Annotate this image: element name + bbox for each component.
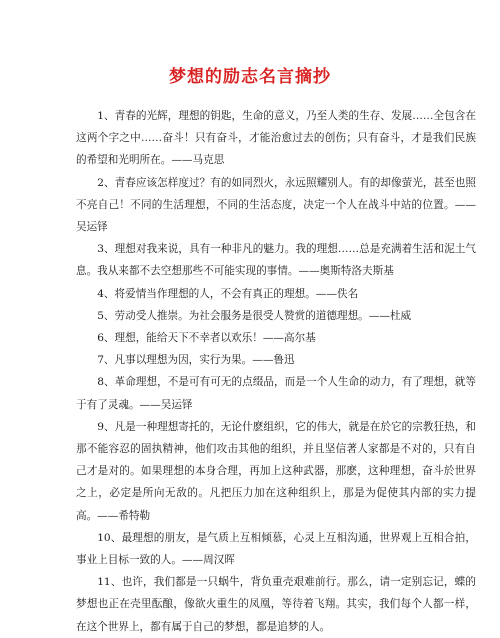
paragraph-5: 5、劳动受人推崇。为社会服务是很受人赞赏的道德理想。——杜威 <box>97 309 412 322</box>
document-title: 梦想的励志名言摘抄 <box>169 67 331 87</box>
document-body <box>76 105 476 638</box>
paragraph-8: 8、革命理想，不是可有可无的点缀品，而是一个人生命的动力，有了理想，就等于有了灵魂。——吴运铎 <box>76 376 476 411</box>
paragraph-9: 9、凡是一种理想寄托的，无论什麽组织，它的伟大，就是在於它的宗教狂热，和那不能容忍的固执精神，他们攻击其他的组织，并且坚信著人家都是不对的，只有自己才是对的。如果理想的本身合理，再加上这种武器，那麽，这种理想，奋斗於世界之上，必定是所向无敌的。凡把压力加在这种组织上，那是为促使其内部的实力提高。——希特勒 <box>76 420 476 522</box>
paragraph-7: 7、凡事以理想为因，实行为果。——鲁迅 <box>97 354 295 367</box>
paragraph-2: 2、青春应该怎样度过？有的如同烈火，永远照耀别人。有的却像萤光，甚至也照不亮自己！不同的生活理想，不同的生活态度，决定一个人在战斗中站的位置。——吴运铎 <box>76 176 476 234</box>
paragraph-4: 4、将爱情当作理想的人，不会有真正的理想。——佚名 <box>97 287 359 300</box>
paragraph-11: 11、也许，我们都是一只蜗牛，背负重壳艰难前行。那么，请一定别忘记，蝶的梦想也正在壳里酝酿，像欲火重生的凤凰，等待着飞翔。其实，我们每个人都一样，在这个世界上，都有属于自己的梦想，都是追梦的人。 <box>76 576 476 633</box>
paragraph-6: 6、理想，能给天下不幸者以欢乐！——高尔基 <box>97 332 316 345</box>
paragraph-10: 10、最理想的朋友，是气质上互相倾慕，心灵上互相沟通，世界观上互相合拍，事业上目标一致的人。——周汉晖 <box>76 531 476 567</box>
paragraph-1: 1、青春的光辉，理想的钥匙，生命的意义，乃至人类的生存、发展……全包含在这两个字之中……奋斗！只有奋斗，才能治愈过去的创伤；只有奋斗，才是我们民族的希望和光明所在。——马克思 <box>76 110 476 167</box>
paragraph-3: 3、理想对我来说，具有一种非凡的魅力。我的理想……总是充满着生活和泥土气息。我从来都不去空想那些不可能实现的事情。——奥斯特洛夫斯基 <box>76 243 476 278</box>
